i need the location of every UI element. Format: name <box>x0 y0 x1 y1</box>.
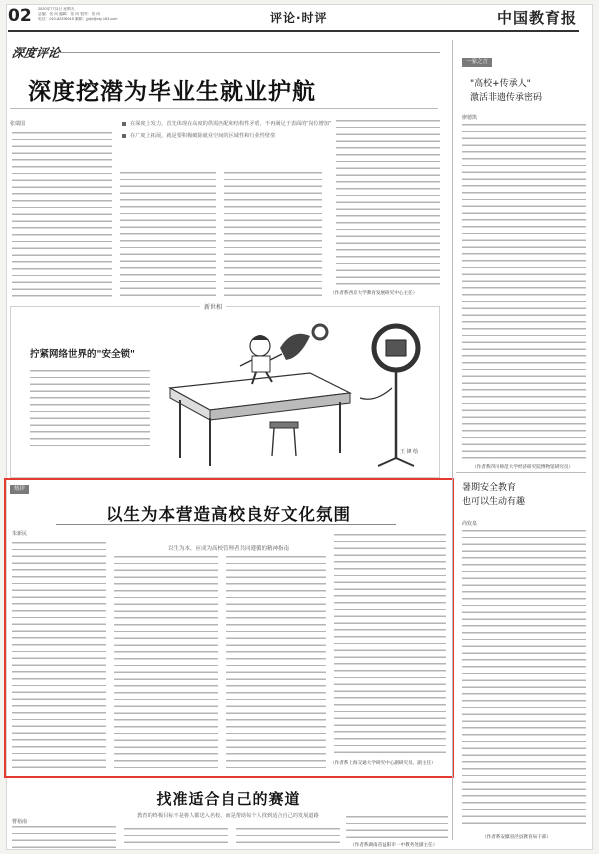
section-title: 评论·时评 <box>270 11 328 25</box>
column-rule <box>452 40 453 840</box>
cartoon-illustration <box>160 318 436 468</box>
feature-tag: 热评 <box>10 485 29 494</box>
feature-rule <box>56 524 396 525</box>
lead-headline: 深度挖潜为毕业生就业护航 <box>28 79 316 105</box>
feature-byline: 朱新民 <box>12 531 28 537</box>
feature-credit: （作者系上海交通大学研究中心副研究员、副主任） <box>330 760 436 765</box>
meta-line: 2020年7月3日 星期五 <box>38 7 75 11</box>
feature-headline: 以生为本营造高校良好文化氛围 <box>106 505 351 524</box>
side-headline-line4: 也可以生动有趣 <box>462 497 526 507</box>
lead-pullquote <box>122 120 332 144</box>
third-body-col2 <box>124 828 228 848</box>
kicker-label: 深度评论 <box>10 46 61 60</box>
third-body-col3 <box>236 828 340 848</box>
side-headline-line2: 激活非遗传承密码 <box>470 93 543 103</box>
third-credit: （作者系湖南省益阳市一中教务处副主任） <box>350 842 438 847</box>
divider <box>10 108 438 109</box>
paper-name: 中国教育报 <box>496 9 577 27</box>
third-byline: 曹裕南 <box>12 819 28 825</box>
divider <box>456 472 586 473</box>
cartoon-artist: 王 锋 绘 <box>400 449 419 455</box>
side-headline-line3: 暑期安全教育 <box>462 483 517 493</box>
side-headline-line1: "高校+传承人" <box>470 79 531 89</box>
lead-body-col4 <box>336 120 440 286</box>
cartoon-tag: 新世相 <box>200 302 226 311</box>
side-byline2: 尚钦泉 <box>462 521 478 527</box>
feature-body-col1 <box>12 542 106 770</box>
feature-subhead: 以生为本，应成为高校管理者共同遵循的精神指南 <box>167 546 289 552</box>
third-body-col4 <box>346 816 448 840</box>
kicker-rule <box>60 52 440 53</box>
lead-body-col2 <box>120 172 216 298</box>
side-byline1: 廖德凯 <box>462 115 478 121</box>
side-body1 <box>462 124 586 460</box>
cartoon-body <box>30 370 150 446</box>
lead-body-col1 <box>12 132 112 298</box>
feature-body-col4 <box>334 534 446 756</box>
side-credit1: （作者系四川师范大学经济研究院博物馆研究员） <box>472 464 574 469</box>
side-body2 <box>462 530 586 828</box>
lead-byline: 张瑞国 <box>10 121 26 127</box>
feature-body-col3 <box>226 556 326 770</box>
side-tag: 一家之言 <box>462 58 492 67</box>
side-credit2: （作者系安徽省泾县教育局干部） <box>482 834 551 839</box>
page-number: 02 <box>8 6 32 26</box>
lead-credit: （作者系西京大学教育发展研究中心主任） <box>330 290 418 295</box>
third-subhead: 教育的终极目标不是将人都送入名校，而是帮助每个人找到适合自己的发展道路 <box>137 813 319 819</box>
third-headline: 找准适合自己的赛道 <box>156 790 301 808</box>
meta-line: 电话：010-82296915 邮箱：jyfpl@vip.163.com <box>38 17 118 22</box>
feature-body-col2 <box>114 556 218 770</box>
masthead-meta <box>38 7 188 23</box>
pullquote-point: 在广度上拓展，就是要积极破除就业空间的区域性和行业性壁垒 <box>122 132 332 140</box>
third-body-col1 <box>12 826 116 848</box>
cartoon-title: 拧紧网络世界的"安全锁" <box>30 349 135 360</box>
meta-line: 总编：张 向 编辑：张 向 校对：张 向 <box>38 12 101 17</box>
pullquote-point: 在深度上发力，首先体现在高度的供需匹配和结构性矛盾，不再满足于表面的"岗位增加" <box>122 120 332 128</box>
masthead <box>8 4 579 32</box>
lead-body-col3 <box>224 172 322 298</box>
